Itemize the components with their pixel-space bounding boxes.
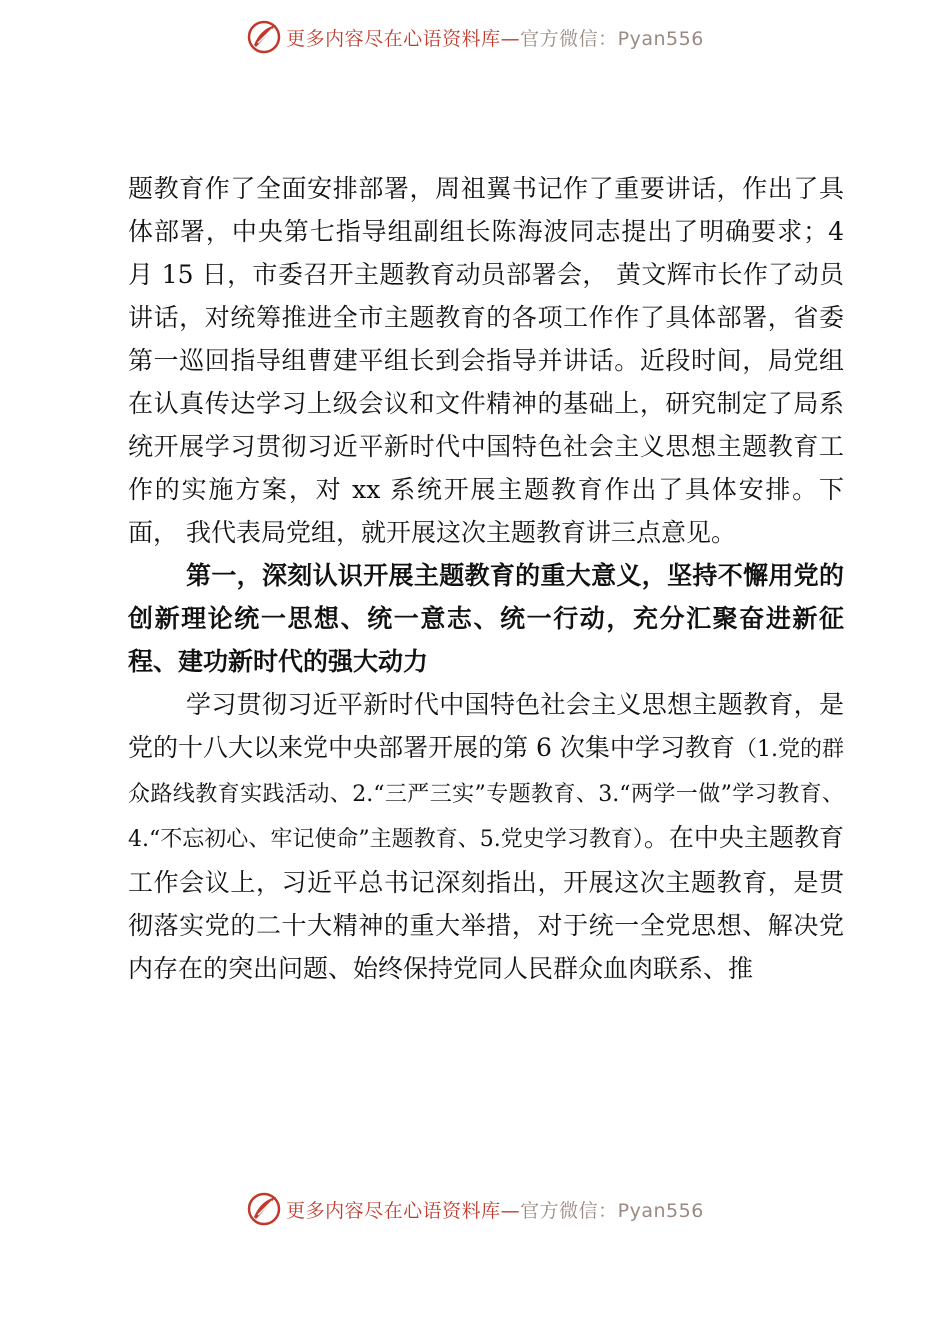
banner-text: 更多内容尽在心语资料库—官方微信：Pyan556 bbox=[286, 27, 704, 50]
paragraph: 学习贯彻习近平新时代中国特色社会主义思想主题教育，是党的十八大以来党中央部署开展的第 6 次集中学习教育（1.党的群众路线教育实践活动、2.“三严三实”专题教育、3.“两学一做”学习教育、4.“不忘初心、牢记使命”主题教育、5.党史学习教育）。在中央主题教育工作会议上，习近平总书记深刻指出，开展这次主题教育，是贯彻落实党的二十大精神的重大举措，对于统一全党思想、解决党内存在的突出问题、始终保持党同人民群众血肉联系、推 bbox=[128, 690, 844, 983]
document-body bbox=[128, 167, 844, 990]
header-banner bbox=[0, 12, 950, 62]
section-heading: 第一，深刻认识开展主题教育的重大意义，坚持不懈用党的创新理论统一思想、统一意志、统一行动，充分汇聚奋进新征程、建功新时代的强大动力 bbox=[128, 561, 844, 676]
banner-text: 更多内容尽在心语资料库—官方微信：Pyan556 bbox=[286, 1199, 704, 1222]
parenthetical-note: （1.党的群众路线教育实践活动、2.“三严三实”专题教育、3.“两学一做”学习教育、4.“不忘初心、牢记使命”主题教育、5.党史学习教育） bbox=[128, 737, 844, 852]
footer-banner bbox=[0, 1184, 950, 1234]
logo-icon bbox=[246, 1191, 282, 1227]
logo-icon bbox=[246, 19, 282, 55]
paragraph: 题教育作了全面安排部署，周祖翼书记作了重要讲话，作出了具体部署，中央第七指导组副组长陈海波同志提出了明确要求；4 月 15 日，市委召开主题教育动员部署会， 黄文辉市长作了动员讲话，对统筹推进全市主题教育的各项工作作了具体部署，省委第一巡回指导组曹建平组长到会指导并讲话。近段时间，局党组在认真传达学习上级会议和文件精神的基础上，研究制定了局系统开展学习贯彻习近平新时代中国特色社会主义思想主题教育工作的实施方案，对 xx 系统开展主题教育作出了具体安排。下面， 我代表局党组，就开展这次主题教育讲三点意见。 bbox=[128, 174, 844, 547]
